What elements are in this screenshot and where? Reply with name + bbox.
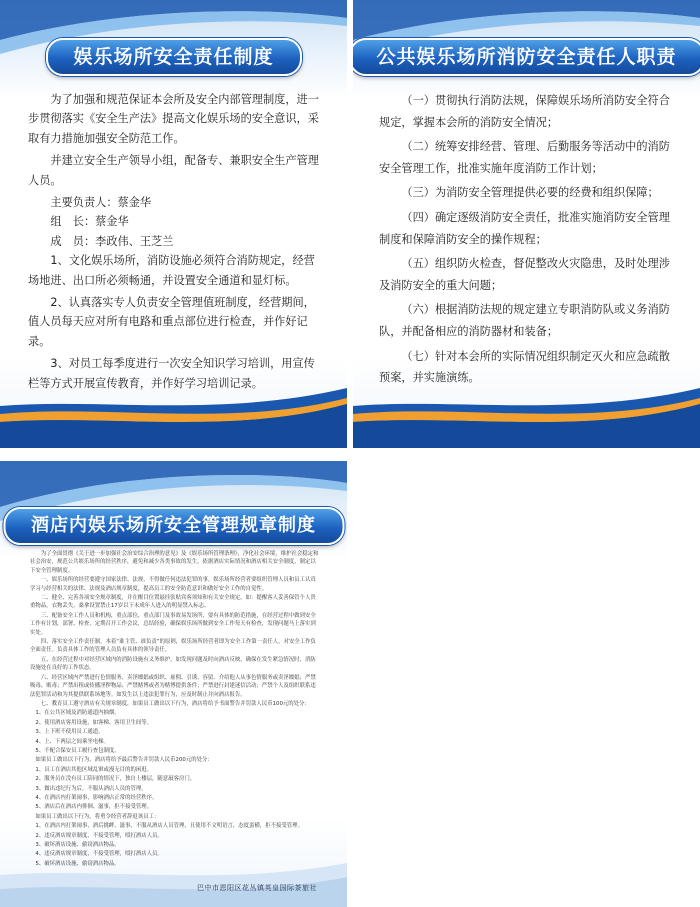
staff-line: 成 员：李政伟、王芝兰 (50, 234, 174, 248)
list-item: 4、上、下两层之间乘坐电梯。 (35, 738, 109, 745)
staff-line: 主要负责人：蔡金华 (50, 196, 152, 210)
duty-item: （四）确定逐级消防安全责任，批准实施消防安全管理制度和保障消防安全的操作规程； (379, 210, 670, 246)
duty-item: （五）组织防火检查，督促整改火灾隐患，及时处理涉及消防安全的重大问题； (379, 257, 670, 292)
document-body (379, 90, 676, 392)
page-title: 酒店内娱乐场所安全管理规章制度 (3, 507, 344, 545)
staff-line: 组 长：蔡金华 (50, 215, 129, 229)
list-item: 1、在公共区域及消防通道内抽烟。 (35, 710, 120, 717)
list-note: 如果员工做出以下行为，酒店将给予最后警告并罚款人民币200元的处分： (35, 757, 213, 764)
duty-item: （三）为消防安全管理提供必要的经费和组织保障； (401, 186, 659, 200)
duty-item: （二）统筹安排经营、管理、后勤服务等活动中的消防安全管理工作，批准实施年度消防工作计划； (379, 140, 670, 175)
list-item: 5、破坏酒店设施、偷窃酒店物品。 (35, 860, 120, 867)
list-item: 2、违反酒店规章制度，不接受管理，殴打酒店人员。 (35, 832, 163, 839)
rule-paragraph: 3、对员工每季度进行一次安全知识学习培训，用宣传栏等方式开展宣传教育，并作好学习培训记录。 (28, 357, 315, 390)
duty-item: （六）根据消防法规的规定建立专职消防队或义务消防队，并配备相应的消防器材和装备； (379, 303, 670, 338)
rule-paragraph: 四、落实安全工作责任制。本着“谁主管、谁负责”的原则，娱乐场所经营者即为安全工作第一责任人，对安全工作负全面责任。负责具体工作的管理人员负有具体的领导责任。 (30, 639, 316, 654)
list-item: 4、在酒店内打架闹事，影响酒店正常的经营秩序。 (35, 794, 158, 801)
list-item: 5、不配合保安员工履行查包制度。 (35, 747, 120, 754)
rule-paragraph: 2、认真落实专人负责安全管理值班制度，经营期间，值人员每天应对所有电路和重点部位进行检查，并作好记录。 (28, 296, 315, 348)
page-title: 公共娱乐场所消防安全责任人职责 (353, 38, 700, 76)
intro-paragraph: 并建立安全生产领导小组，配备专、兼职安全生产管理人员。 (28, 154, 319, 187)
list-item: 1、在酒店内打架闹事，酒后挑衅、滋事，不服从酒店人员管理，且使用不文明语言，态度蛮横，拒不接受管理。 (35, 823, 303, 830)
poster-fire-safety-duties (353, 0, 700, 448)
duty-item: （一）贯彻执行消防法规，保障娱乐场所消防安全符合规定，掌握本会所的消防安全情况； (379, 94, 670, 129)
rule-paragraph: 三、配备安全工作人员和机构，重点部位，重点部门及事故易发场所，要有具体的防范措施，在经营过程中做到安全工作有计划，部署、检查，定期召开工作会议，总结经验，确保娱乐场所做到安全工作每天有检查，发现问题马上落实到实处。 (30, 612, 316, 636)
bottom-swoosh-decoration (353, 358, 700, 448)
list-note: 如果员工做出以下行为，将勇令经营者辞退该员工： (35, 813, 160, 820)
document-body (28, 90, 325, 396)
rule-paragraph: 二、健全、完善各项安全规章制度，并在醒目位置悬挂张贴宾客须知和有关安全规定。如：提醒客人妥善保管个人贵重物品，衣物丢失、桑拿设置禁止17岁以下未成年人进入的明显禁入标志。 (30, 595, 316, 610)
rule-paragraph: 七、教育员工遵守酒店有关规章制度，如果员工做出以下行为，酒店将给予书面警告并罚款人民币100元的处分： (40, 700, 310, 707)
rule-paragraph: 六、经营区域内严禁进行色情服务、卖淫嫖娼或组织、雇佣、引诱、容留、介绍他人从事色情服务或卖淫嫖娼；严禁吸毒、贩毒；严禁出租或传播淫秽物品；严禁赌博或者为赌博提供条件；严禁进行封建迷信活动；严禁个人及组织联系违法犯罪活动和为其提供联系场地等。如发生以上违法犯罪行为，应及时制止并向酒店报告。 (30, 674, 316, 698)
rule-paragraph: 五、在经营过程中对经营区域内的消防设施有义务维护，如发现问题及时向酒店反映，确保在发生紧急情况时，消防设施处在良好的工作状态。 (30, 656, 316, 672)
list-item: 1、员工在酒店其他区域乱窜或漫无目的的闲逛。 (35, 766, 153, 773)
list-item: 2、使用酒店客用设施，如客梯、客用卫生间等。 (35, 719, 153, 726)
duty-item: （七）针对本会所的实际情况组织制定灭火和应急疏散预案，并实施演练。 (379, 349, 670, 385)
list-item: 3、破坏酒店设施、偷窃酒店物品。 (35, 842, 120, 848)
rule-paragraph: 1、文化娱乐场所，消防设施必须符合消防规定，经营场地进、出口所必须畅通，并设置安全通道和显灯标。 (28, 254, 315, 287)
bottom-swoosh-decoration (0, 817, 347, 907)
bottom-swoosh-decoration (0, 358, 347, 448)
list-item: 4、违反酒店规章制度，不接受管理，殴打酒店人员。 (35, 851, 163, 858)
signature: 巴中市恩阳区花丛镇英皇国际茶旅社 (197, 884, 317, 892)
list-item: 3、做出违纪行为后，不服从酒店人员的管理。 (35, 785, 147, 792)
poster-safety-responsibility (0, 0, 347, 448)
rule-paragraph: 为了全面贯彻《关于进一步加强社会治安综合治理的意见》及《娱乐场所管理条理》，净化社会环境，维护社会稳定和社会治安，规范公共娱乐场所的经营秩序，避免和减少各类事故的发生，依据酒店实际情况和酒店相关安全制度，制定以下安全管理制度。 (30, 551, 319, 574)
list-item: 5、酒店后在酒店内徘徊、滋事，拒不接受管理。 (35, 804, 153, 811)
rule-paragraph: 一、娱乐场所的经营要遵守国家法律、法规，不得做任何违法犯罪的事。娱乐场所经营者要组织管理人员和员工认真学习与经营相关的法律、法规及酒店规章制度，提高员工的安全防范意识和做好安全工作的自觉性。 (30, 577, 316, 592)
page-title: 娱乐场所安全责任制度 (45, 38, 301, 76)
list-item: 2、服务员在没有员工陪同的情况下，独自上楼层，随意敲客房门。 (35, 776, 196, 783)
intro-paragraph: 为了加强和规范保证本会所及安全内部管理制度，进一步贯彻落实《安全生产法》提高文化娱乐场的安全意识，采取有力措施加强安全防范工作。 (28, 93, 319, 145)
list-item: 3、上下班不使用员工通道。 (35, 729, 104, 736)
poster-hotel-entertainment-rules (0, 461, 347, 907)
